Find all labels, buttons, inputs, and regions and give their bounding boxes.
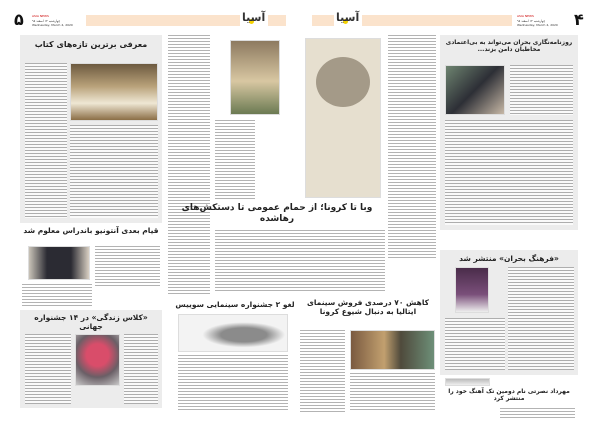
date-en: Wednesday, March 4, 2020 [517, 23, 558, 27]
article-text [508, 267, 574, 370]
brand-label: ASIA NEWS [517, 14, 534, 18]
film-poster [75, 334, 120, 386]
books-photo [70, 63, 158, 121]
page-number-left: ۵ [14, 10, 24, 29]
article-text [215, 230, 385, 293]
article-text [95, 246, 160, 286]
article-text [445, 318, 505, 370]
article-text [500, 408, 575, 420]
date-fa: چهارشنبه ۱۴ اسفند ۹۸ [32, 18, 61, 23]
header-bar [362, 15, 512, 26]
banderas-photo [28, 246, 90, 280]
swiss-photo [178, 314, 288, 352]
article-text [445, 120, 573, 225]
date-en: Wednesday, March 4, 2020 [32, 23, 73, 27]
page-number-right: ۴ [574, 10, 584, 29]
header-bar [268, 15, 286, 26]
article-text [300, 330, 345, 412]
masthead-meta-left [32, 14, 73, 28]
book-cover-photo [230, 40, 280, 115]
logo-left: آسیا [242, 11, 266, 24]
masthead-meta-right [517, 14, 558, 28]
singer-photo [445, 378, 490, 386]
article-text [510, 65, 573, 115]
headline-class: «کلاس زندگی» در ۱۴ جشنواره جهانی [34, 313, 148, 331]
header-bar [312, 15, 334, 26]
article-text [178, 355, 288, 410]
book-cover [455, 267, 489, 313]
header-bar [86, 15, 240, 26]
article-books [20, 35, 162, 223]
historic-illustration [305, 38, 381, 198]
article-text [388, 35, 436, 260]
headline-swiss: لغو ۲ جشنواره سینمایی سوییس [175, 300, 295, 309]
main-headline: وبا تا کرونا؛ از حمام عمومی تا دستکش‌های رهاشده [181, 203, 373, 224]
headline-books: معرفی برترین تازه‌های کتاب [34, 40, 148, 49]
article-text [350, 373, 435, 412]
headline-nosrati: مهرداد نصرتی نام دومین تک آهنگ خود را منتشر کرد [448, 388, 570, 403]
article-text [25, 334, 71, 404]
article-crisis-culture [440, 250, 578, 375]
article-text [215, 120, 255, 200]
headline-crisis-culture: «فرهنگ بحران» منتشر شد [459, 254, 559, 263]
article-text [124, 334, 158, 404]
headline-italy: کاهش ۷۰ درصدی فروش سینمای ایتالیا به دنبال شیوع کرونا [306, 298, 429, 316]
article-text [22, 284, 92, 306]
headline-banderas: قیام بعدی آنتونیو باندراس معلوم شد [23, 226, 159, 235]
logo-right: آسیا [336, 11, 360, 24]
article-journalism [440, 35, 578, 230]
article-class [20, 310, 162, 408]
brand-label: ASIA NEWS [32, 14, 49, 18]
italy-cinema-photo [350, 330, 435, 370]
journalists-photo [445, 65, 505, 115]
headline-journalism: روزنامه‌نگاری بحران می‌تواند به بی‌اعتمادی مخاطبان دامن بزند... [445, 39, 573, 54]
article-text [25, 63, 67, 218]
date-fa: چهارشنبه ۱۴ اسفند ۹۸ [517, 18, 546, 23]
article-text [70, 125, 158, 218]
article-text [168, 35, 210, 295]
